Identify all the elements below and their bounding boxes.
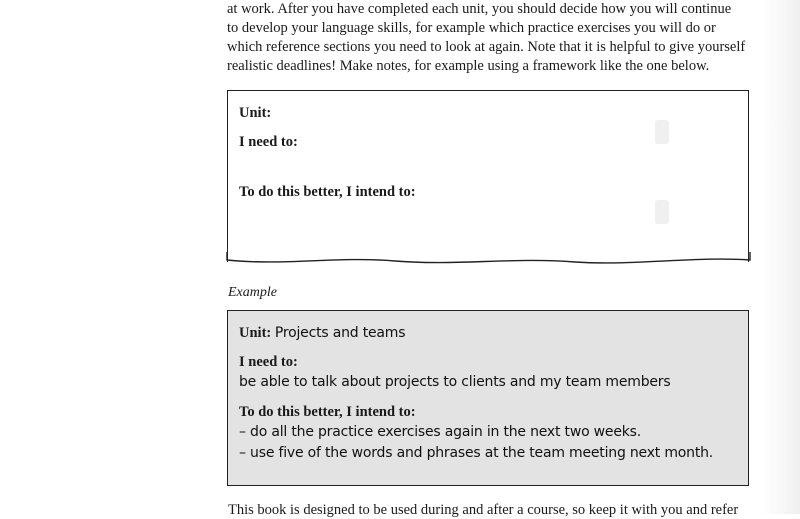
example-need-label: I need to:: [239, 354, 298, 370]
torn-edge-border: [225, 252, 752, 268]
example-intend-item: – use five of the words and phrases at the team meeting next month.: [239, 445, 714, 461]
example-unit-value: Projects and teams: [274, 325, 406, 341]
example-need-value: be able to talk about projects to clients and my team members: [239, 374, 671, 390]
intend-label: To do this better, I intend to:: [239, 184, 416, 200]
planning-framework-box: [227, 90, 749, 262]
intro-line: to develop your language skills, for example which practice exercises you will do or: [227, 20, 716, 36]
example-framework-box: [227, 310, 749, 486]
example-intend-label: To do this better, I intend to:: [239, 404, 416, 420]
footer-paragraph: This book is designed to be used during and after a course, so keep it with you and refer: [228, 502, 739, 518]
intro-line: at work. After you have completed each unit, you should decide how you will continue: [227, 1, 732, 17]
example-caption: Example: [228, 285, 277, 300]
intro-paragraph: [227, 0, 757, 76]
example-unit-row: [239, 325, 405, 342]
unit-label: Unit:: [239, 105, 272, 121]
need-label: I need to:: [239, 134, 298, 150]
page-edge-shadow: [760, 0, 800, 514]
intro-line: realistic deadlines! Make notes, for example using a framework like the one below.: [227, 58, 710, 74]
example-intend-item: – do all the practice exercises again in the next two weeks.: [239, 424, 642, 440]
intro-line: which reference sections you need to look at again. Note that it is helpful to give yourself: [227, 39, 746, 55]
example-unit-label: Unit:: [239, 325, 272, 341]
